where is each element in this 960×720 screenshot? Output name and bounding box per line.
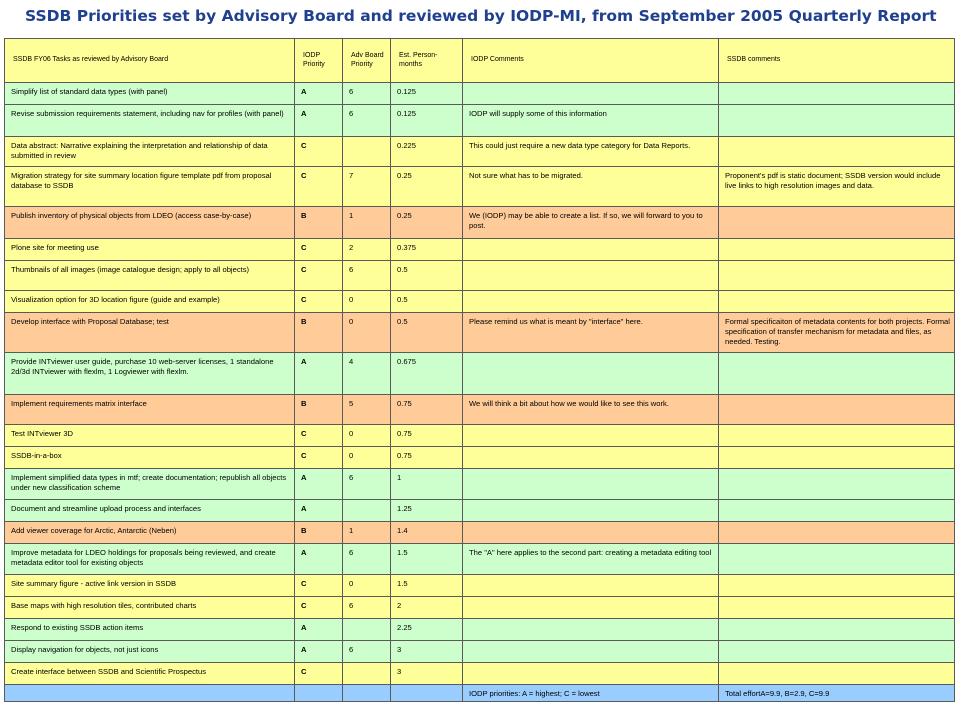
cell-ssdb-comment [719, 207, 955, 239]
cell-adv-board-priority: 0 [343, 313, 391, 353]
cell-effort: 1.5 [391, 544, 463, 575]
table-row [5, 291, 955, 313]
cell-adv-board-priority [343, 663, 391, 685]
cell-iodp-comment [463, 447, 719, 469]
cell-adv-board-priority: 7 [343, 167, 391, 207]
cell-effort: 2.25 [391, 619, 463, 641]
cell-adv-board-priority: 1 [343, 207, 391, 239]
cell-adv-board-priority: 0 [343, 425, 391, 447]
cell-iodp-comment [463, 641, 719, 663]
header-ssdb-comments: SSDB comments [719, 39, 955, 83]
cell-adv-board-priority: 4 [343, 353, 391, 395]
cell-effort: 0.25 [391, 207, 463, 239]
cell-ssdb-comment [719, 663, 955, 685]
cell-effort: 1.25 [391, 500, 463, 522]
priorities-table [4, 38, 955, 702]
cell-iodp-comment [463, 597, 719, 619]
cell-iodp-priority: C [295, 167, 343, 207]
table-footer-row [5, 685, 955, 702]
cell-effort: 0.5 [391, 261, 463, 291]
cell-adv-board-priority: 6 [343, 469, 391, 500]
table-row [5, 469, 955, 500]
cell-ssdb-comment [719, 447, 955, 469]
cell-effort: 0.125 [391, 105, 463, 137]
table-row [5, 137, 955, 167]
cell-task: Publish inventory of physical objects from LDEO (access case-by-case) [5, 207, 295, 239]
cell-iodp-comment [463, 425, 719, 447]
cell-iodp-priority: C [295, 447, 343, 469]
cell-ssdb-comment [719, 500, 955, 522]
cell-adv-board-priority: 0 [343, 447, 391, 469]
table-row [5, 425, 955, 447]
footer-cell-adv [343, 685, 391, 702]
cell-iodp-priority: A [295, 83, 343, 105]
cell-iodp-comment: This could just require a new data type category for Data Reports. [463, 137, 719, 167]
cell-effort: 0.5 [391, 313, 463, 353]
cell-task: Revise submission requirements statement, including nav for profiles (with panel) [5, 105, 295, 137]
cell-adv-board-priority: 1 [343, 522, 391, 544]
cell-effort: 0.675 [391, 353, 463, 395]
cell-iodp-priority: A [295, 619, 343, 641]
cell-adv-board-priority [343, 619, 391, 641]
cell-adv-board-priority: 0 [343, 291, 391, 313]
table-row [5, 544, 955, 575]
cell-task: Migration strategy for site summary location figure template pdf from proposal database to SSDB [5, 167, 295, 207]
footer-priority-legend: IODP priorities: A = highest; C = lowest [463, 685, 719, 702]
cell-ssdb-comment [719, 469, 955, 500]
footer-cell-effort [391, 685, 463, 702]
cell-iodp-priority: B [295, 207, 343, 239]
cell-ssdb-comment [719, 261, 955, 291]
cell-task: Implement simplified data types in mtf; create documentation; republish all objects under new classification scheme [5, 469, 295, 500]
cell-ssdb-comment: Formal specificaiton of metadata contents for both projects. Formal specification of transfer mechanism for metadata and files, as needed. Testing. [719, 313, 955, 353]
cell-ssdb-comment [719, 544, 955, 575]
cell-ssdb-comment [719, 425, 955, 447]
cell-ssdb-comment [719, 619, 955, 641]
cell-task: Thumbnails of all images (image catalogue design; apply to all objects) [5, 261, 295, 291]
cell-iodp-comment [463, 663, 719, 685]
table-row [5, 395, 955, 425]
cell-iodp-priority: C [295, 575, 343, 597]
cell-effort: 0.75 [391, 395, 463, 425]
table-row [5, 167, 955, 207]
table-row [5, 207, 955, 239]
cell-effort: 0.125 [391, 83, 463, 105]
table-row [5, 597, 955, 619]
cell-task: Create interface between SSDB and Scientific Prospectus [5, 663, 295, 685]
cell-task: Display navigation for objects, not just icons [5, 641, 295, 663]
cell-task: Provide INTviewer user guide, purchase 10 web-server licenses, 1 standalone 2d/3d INTviewer with flexlm, 1 Logviewer with flexlm. [5, 353, 295, 395]
cell-iodp-priority: B [295, 522, 343, 544]
cell-adv-board-priority [343, 137, 391, 167]
cell-iodp-priority: B [295, 395, 343, 425]
cell-iodp-priority: A [295, 500, 343, 522]
table-row [5, 575, 955, 597]
cell-ssdb-comment [719, 83, 955, 105]
table-row [5, 641, 955, 663]
cell-iodp-priority: A [295, 469, 343, 500]
cell-ssdb-comment [719, 353, 955, 395]
cell-task: Develop interface with Proposal Database; test [5, 313, 295, 353]
cell-iodp-priority: C [295, 239, 343, 261]
cell-ssdb-comment: Proponent's pdf is static document; SSDB version would include live links to high resolution images and data. [719, 167, 955, 207]
cell-iodp-comment [463, 575, 719, 597]
table-row [5, 261, 955, 291]
cell-ssdb-comment [719, 522, 955, 544]
cell-ssdb-comment [719, 239, 955, 261]
cell-ssdb-comment [719, 597, 955, 619]
cell-task: Plone site for meeting use [5, 239, 295, 261]
cell-task: Site summary figure - active link version in SSDB [5, 575, 295, 597]
cell-effort: 2 [391, 597, 463, 619]
cell-task: Data abstract: Narrative explaining the interpretation and relationship of data submitted in review [5, 137, 295, 167]
footer-cell-iodp [295, 685, 343, 702]
cell-ssdb-comment [719, 395, 955, 425]
cell-iodp-comment: IODP will supply some of this information [463, 105, 719, 137]
cell-iodp-comment: Not sure what has to be migrated. [463, 167, 719, 207]
cell-iodp-priority: C [295, 597, 343, 619]
cell-iodp-priority: C [295, 291, 343, 313]
header-iodp-comments: IODP Comments [463, 39, 719, 83]
table-header-row [5, 39, 955, 83]
table-body [5, 83, 955, 685]
table-row [5, 500, 955, 522]
cell-effort: 1.4 [391, 522, 463, 544]
table-row [5, 353, 955, 395]
table-row [5, 447, 955, 469]
cell-adv-board-priority: 6 [343, 83, 391, 105]
cell-task: Improve metadata for LDEO holdings for proposals being reviewed, and create metadata editor tool for existing objects [5, 544, 295, 575]
table-row [5, 663, 955, 685]
cell-adv-board-priority: 2 [343, 239, 391, 261]
header-task: SSDB FY06 Tasks as reviewed by Advisory Board [5, 39, 295, 83]
cell-ssdb-comment [719, 575, 955, 597]
cell-task: SSDB-in-a-box [5, 447, 295, 469]
footer-cell-task [5, 685, 295, 702]
cell-iodp-priority: A [295, 544, 343, 575]
cell-iodp-comment [463, 500, 719, 522]
cell-adv-board-priority: 0 [343, 575, 391, 597]
cell-iodp-comment: We will think a bit about how we would like to see this work. [463, 395, 719, 425]
cell-effort: 0.225 [391, 137, 463, 167]
table-row [5, 105, 955, 137]
table-row [5, 522, 955, 544]
cell-iodp-comment [463, 469, 719, 500]
table-row [5, 239, 955, 261]
cell-task: Test INTviewer 3D [5, 425, 295, 447]
cell-iodp-priority: C [295, 663, 343, 685]
cell-iodp-comment [463, 522, 719, 544]
cell-iodp-comment [463, 239, 719, 261]
cell-iodp-comment [463, 291, 719, 313]
cell-iodp-comment [463, 83, 719, 105]
cell-adv-board-priority: 6 [343, 597, 391, 619]
cell-iodp-priority: C [295, 425, 343, 447]
cell-task: Visualization option for 3D location figure (guide and example) [5, 291, 295, 313]
cell-adv-board-priority: 6 [343, 105, 391, 137]
cell-effort: 0.75 [391, 447, 463, 469]
cell-effort: 1.5 [391, 575, 463, 597]
cell-effort: 3 [391, 663, 463, 685]
table-row [5, 313, 955, 353]
cell-iodp-comment: The "A" here applies to the second part: creating a metadata editing tool [463, 544, 719, 575]
cell-adv-board-priority: 6 [343, 641, 391, 663]
cell-effort: 0.5 [391, 291, 463, 313]
cell-iodp-priority: B [295, 313, 343, 353]
cell-iodp-comment: Please remind us what is meant by "interface" here. [463, 313, 719, 353]
cell-effort: 1 [391, 469, 463, 500]
cell-adv-board-priority: 6 [343, 261, 391, 291]
cell-iodp-comment [463, 619, 719, 641]
cell-task: Respond to existing SSDB action items [5, 619, 295, 641]
cell-iodp-priority: A [295, 353, 343, 395]
cell-task: Implement requirements matrix interface [5, 395, 295, 425]
cell-iodp-priority: C [295, 137, 343, 167]
header-adv-board-priority: Adv Board Priority [343, 39, 391, 83]
cell-task: Simplify list of standard data types (with panel) [5, 83, 295, 105]
cell-iodp-comment [463, 261, 719, 291]
cell-iodp-comment: We (IODP) may be able to create a list. If so, we will forward to you to post. [463, 207, 719, 239]
cell-ssdb-comment [719, 105, 955, 137]
table-row [5, 83, 955, 105]
cell-effort: 0.375 [391, 239, 463, 261]
header-effort: Est. Person-months [391, 39, 463, 83]
footer-total-effort: Total effortA=9.9, B=2.9, C=9.9 [719, 685, 955, 702]
cell-adv-board-priority: 5 [343, 395, 391, 425]
cell-ssdb-comment [719, 641, 955, 663]
cell-iodp-priority: A [295, 105, 343, 137]
cell-ssdb-comment [719, 291, 955, 313]
header-iodp-priority: IODP Priority [295, 39, 343, 83]
cell-task: Add viewer coverage for Arctic, Antarctic (Neben) [5, 522, 295, 544]
cell-effort: 3 [391, 641, 463, 663]
table-row [5, 619, 955, 641]
cell-adv-board-priority: 6 [343, 544, 391, 575]
cell-iodp-comment [463, 353, 719, 395]
cell-iodp-priority: A [295, 641, 343, 663]
cell-task: Base maps with high resolution tiles, contributed charts [5, 597, 295, 619]
cell-ssdb-comment [719, 137, 955, 167]
cell-adv-board-priority [343, 500, 391, 522]
cell-task: Document and streamline upload process and interfaces [5, 500, 295, 522]
cell-effort: 0.75 [391, 425, 463, 447]
slide-title: SSDB Priorities set by Advisory Board and reviewed by IODP-MI, from September 2005 Quarterly Report [25, 7, 937, 25]
cell-iodp-priority: C [295, 261, 343, 291]
cell-effort: 0.25 [391, 167, 463, 207]
